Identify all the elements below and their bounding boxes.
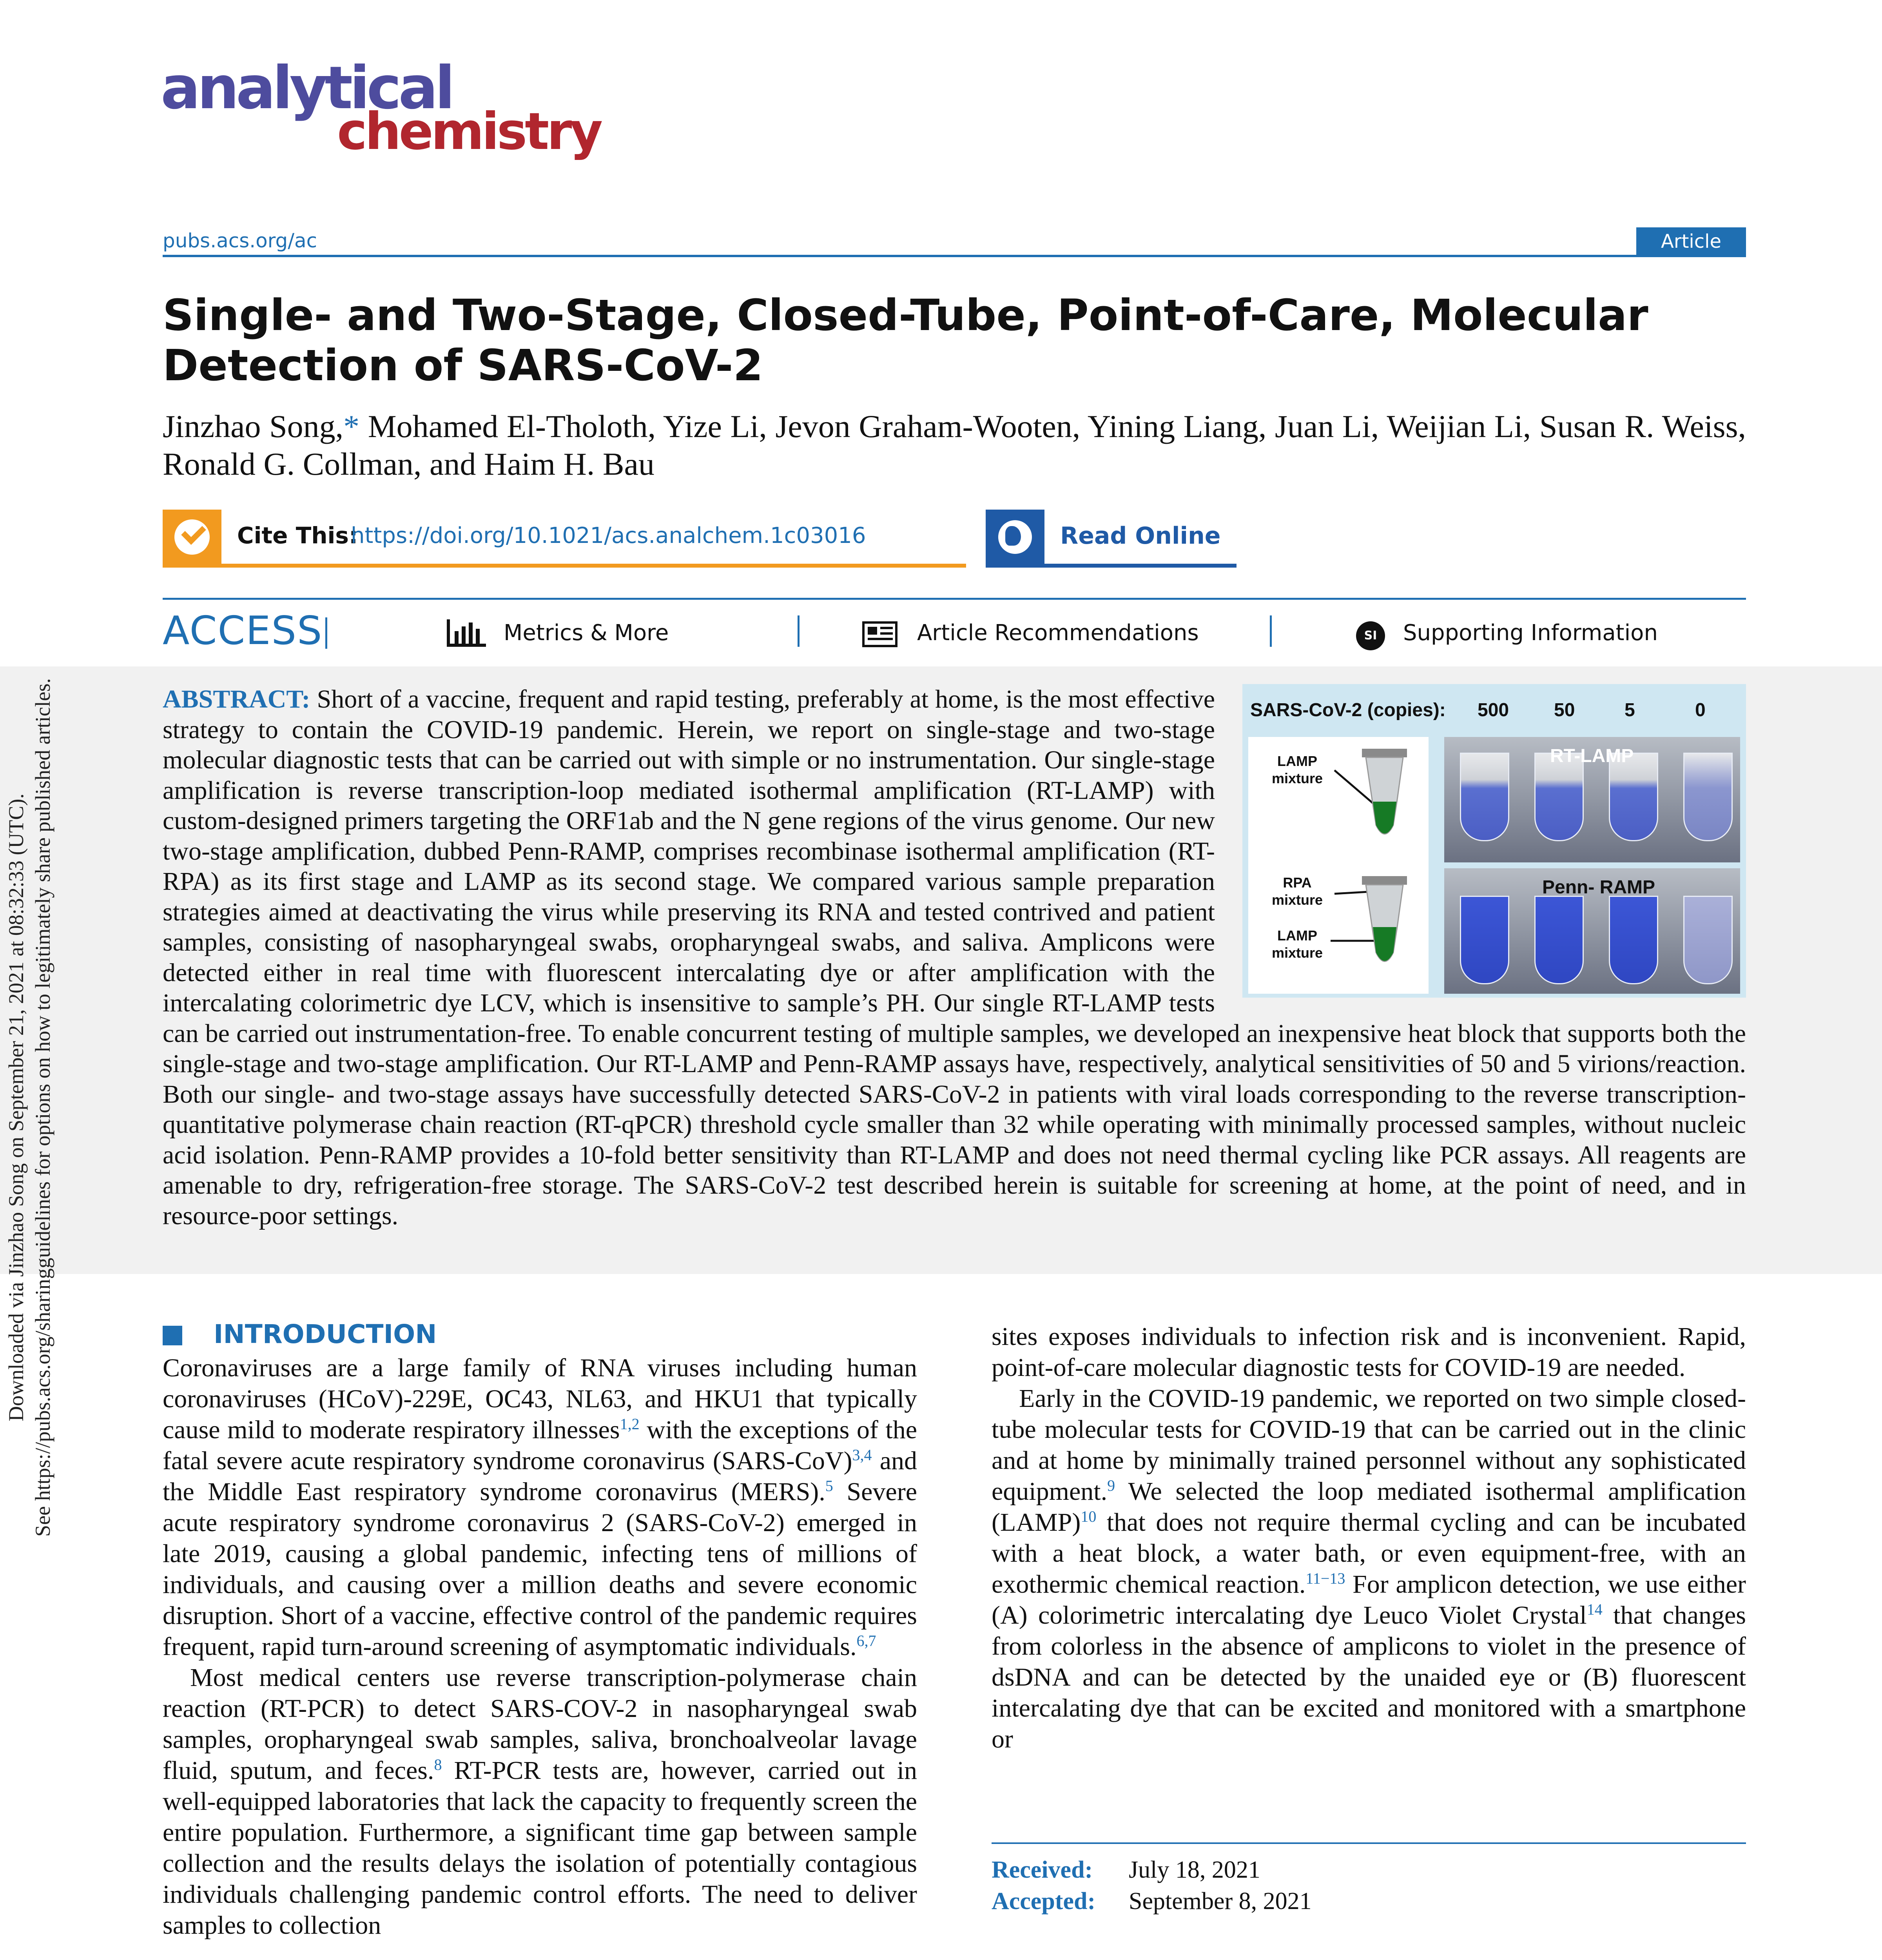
penn-ramp-label: Penn- RAMP <box>1542 877 1655 898</box>
recommendations-divider <box>1270 615 1272 647</box>
label-lamp-mixture: LAMP mixture <box>1272 753 1323 786</box>
text-segment: Most medical centers use reverse transcription-polymerase chain reaction (RT-PCR) to detect SARS-COV-2 in nasopharyngeal swab samples, oropharyngeal swab samples, saliva, bronchoalveolar lavage fluid, sputum, and feces. <box>163 1663 917 1785</box>
text-segment: We selected the loop mediated isothermal amplification (LAMP) <box>992 1477 1746 1537</box>
journal-logo-analytical: analytical <box>161 54 452 122</box>
read-online-label: Read Online <box>1060 522 1221 550</box>
rt-lamp-photo <box>1444 737 1740 862</box>
accepted-label: Accepted: <box>992 1888 1096 1915</box>
text-segment: For amplicon detection, we use either (A) colorimetric intercalating dye Leuco Violet Crystal <box>992 1570 1746 1630</box>
globe-icon <box>986 510 1044 564</box>
access-label: ACCESS <box>163 608 323 653</box>
cite-this-box[interactable] <box>163 510 966 564</box>
text-segment: RT-PCR tests are, however, carried out in well-equipped laboratories that lack the capacity to frequently screen the entire population. Furthermore, a significant time gap between sample collection and the results delays the isolation of potentially contagious individuals challenging pandemic control efforts. The need to deliver samples to collection <box>163 1756 917 1940</box>
abstract-label: ABSTRACT: <box>163 685 310 713</box>
citation-ref[interactable]: 5 <box>825 1477 833 1495</box>
text-segment: that does not require thermal cycling and can be incubated with a heat block, a water bath, or even equipment-free, with an exothermic chemical reaction. <box>992 1508 1746 1599</box>
journal-logo-chemistry: chemistry <box>337 102 601 161</box>
cite-doi-link[interactable]: https://doi.org/10.1021/acs.analchem.1c03016 <box>351 523 866 548</box>
corresponding-star[interactable]: * <box>343 408 360 444</box>
right-column <box>992 1321 1746 1755</box>
label-rpa-mixture: RPA mixture <box>1272 875 1323 908</box>
metrics-more-link[interactable]: Metrics & More <box>504 620 669 646</box>
recommendations-icon <box>862 621 897 647</box>
bar-chart-icon <box>447 619 486 647</box>
section-marker-square <box>163 1326 182 1345</box>
read-underline <box>986 564 1237 568</box>
toc-copies-50: 50 <box>1554 700 1575 720</box>
received-date: July 18, 2021 <box>1129 1857 1260 1883</box>
cite-underline <box>163 564 966 568</box>
abstract-body: Short of a vaccine, frequent and rapid testing, preferably at home, is the most effective strategy to contain the COVID-19 pandemic. Herein, we report on single-stage and two-stage molecular diagnostic tests that can be carried out with simple or no instrumentation. Our single-stage amplification is reverse transcription-loop mediated isothermal amplification (RT-LAMP) with custom-designed primers targeting the ORF1ab and the N gene regions of the virus genome. Our new two-stage amplification, dubbed Penn-RAMP, comprises recombinase isothermal amplification (RT-RPA) as its first stage and LAMP as its second stage. We compared various sample preparation strategies aimed at deactivating the virus while preserving its RNA and tested contrived and patient samples, consisting of nasopharyngeal swabs, oropharyngeal swabs, and saliva. Amplicons were detected either in real time with fluorescent intercalating dye or after amplification with the intercalating colorimetric dye LCV, which is insensitive to sample’s PH. Our single RT-LAMP tests can be carried out instrumentation-free. To enable concurrent testing of multiple samples, we developed an inexpensive heat block that supports both the single-stage and two-stage amplification. Our RT-LAMP and Penn-RAMP assays have, respectively, analytical sensitivities of 50 and 5 virions/reaction. Both our single- and two-stage assays have successfully detected SARS-CoV-2 in patients with viral loads corresponding to the reverse transcription-quantitative polymerase chain reaction (RT-qPCR) threshold cycle smaller than 32 while operating with minimally processed samples, without nucleic acid isolation. Penn-RAMP provides a 10-fold better sensitivity than RT-LAMP and does not need thermal cycling like PCR assays. All reagents are amenable to dry, refrigeration-free storage. The SARS-CoV-2 test described herein is suitable for screening at home, at the point of need, and in resource-poor settings. <box>163 685 1746 1230</box>
header-rule <box>163 255 1746 257</box>
text-segment: Coronaviruses are a large family of RNA viruses including human coronaviruses (HCoV)-229E, OC43, NL63, and HKU1 that typically cause mild to moderate respiratory illnesses <box>163 1354 917 1444</box>
article-type-badge: Article <box>1636 227 1746 256</box>
introduction-heading: INTRODUCTION <box>214 1319 437 1349</box>
received-label: Received: <box>992 1857 1093 1883</box>
access-divider <box>325 617 327 649</box>
toc-copies-500: 500 <box>1478 700 1509 720</box>
intro-paragraph-3 <box>992 1383 1746 1755</box>
download-note-line1: Downloaded via Jinzhao Song on September 21, 2021 at 08:32:33 (UTC). <box>4 793 28 1421</box>
citation-ref[interactable]: 3,4 <box>852 1446 872 1464</box>
supporting-information-link[interactable]: Supporting Information <box>1403 620 1658 646</box>
text-segment: that changes from colorless in the absence of amplicons to violet in the presence of dsDNA and can be detected by the unaided eye or (B) fluorescent intercalating dye that can be excited and monitored with a smartphone or <box>992 1601 1746 1753</box>
article-title: Single- and Two-Stage, Closed-Tube, Point-of-Care, Molecular Detection of SARS-CoV-2 <box>163 290 1648 390</box>
journal-url-link[interactable]: pubs.acs.org/ac <box>163 229 317 252</box>
download-note-line2: See https://pubs.acs.org/sharingguidelines for options on how to legitimately share published articles. <box>31 678 54 1537</box>
metrics-divider <box>798 615 800 647</box>
text-segment: Early in the COVID-19 pandemic, we reported on two simple closed-tube molecular tests for COVID-19 that can be carried out in the clinic and at home by minimally trained personnel without any sophisticated equipment. <box>992 1384 1746 1506</box>
toc-copies-0: 0 <box>1695 700 1706 720</box>
text-segment: with the exceptions of the fatal severe acute respiratory syndrome coronavirus (SARS-CoV) <box>163 1416 917 1475</box>
text-segment: and the Middle East respiratory syndrome coronavirus (MERS). <box>163 1446 917 1506</box>
accepted-date: September 8, 2021 <box>1129 1888 1312 1915</box>
citation-ref[interactable]: 8 <box>434 1756 442 1773</box>
text-segment: Severe acute respiratory syndrome coronavirus 2 (SARS-CoV-2) emerged in late 2019, causing a global pandemic, infecting tens of millions of individuals, and causing over a million deaths and severe economic disruption. Short of a vaccine, effective control of the pandemic requires frequent, rapid turn-around screening of asymptomatic individuals. <box>163 1477 917 1661</box>
author-list <box>163 408 1746 483</box>
citation-ref[interactable]: 9 <box>1107 1477 1115 1494</box>
read-online-button[interactable] <box>986 510 1237 564</box>
rt-lamp-label: RT-LAMP <box>1550 746 1634 766</box>
access-rule <box>163 598 1746 600</box>
citation-ref[interactable]: 14 <box>1586 1601 1603 1618</box>
cite-this-label: Cite This: <box>237 522 358 549</box>
citation-ref[interactable]: 6,7 <box>856 1632 876 1650</box>
citation-ref[interactable]: 10 <box>1081 1508 1097 1525</box>
download-note <box>0 666 59 1548</box>
penn-ramp-photo <box>1444 868 1740 994</box>
dates-rule <box>992 1842 1746 1844</box>
citation-ref[interactable]: 11−13 <box>1305 1570 1345 1587</box>
toc-graphic <box>1242 684 1746 998</box>
label-lamp-mixture-2: LAMP mixture <box>1272 927 1323 961</box>
toc-copies-5: 5 <box>1625 700 1635 720</box>
author-corresponding[interactable]: Jinzhao Song, <box>163 408 344 444</box>
article-recommendations-link[interactable]: Article Recommendations <box>917 620 1199 646</box>
left-column <box>163 1352 917 1941</box>
author-rest: Mohamed El-Tholoth, Yize Li, Jevon Graham-Wooten, Yining Liang, Juan Li, Weijian Li, Susan R. Weiss, Ronald G. Collman, and Haim H. Bau <box>163 408 1746 482</box>
check-circle-icon <box>163 510 221 564</box>
si-badge-icon: SI <box>1356 621 1385 650</box>
intro-paragraph-2 <box>163 1662 917 1941</box>
intro-paragraph-2-cont: sites exposes individuals to infection risk and is inconvenient. Rapid, point-of-care molecular diagnostic tests for COVID-19 are needed. <box>992 1322 1746 1382</box>
citation-ref[interactable]: 1,2 <box>620 1415 640 1433</box>
tube-schematic-panel <box>1248 737 1429 994</box>
toc-header: SARS-CoV-2 (copies): <box>1250 700 1446 720</box>
intro-paragraph-1 <box>163 1352 917 1662</box>
abstract <box>163 684 1746 1231</box>
